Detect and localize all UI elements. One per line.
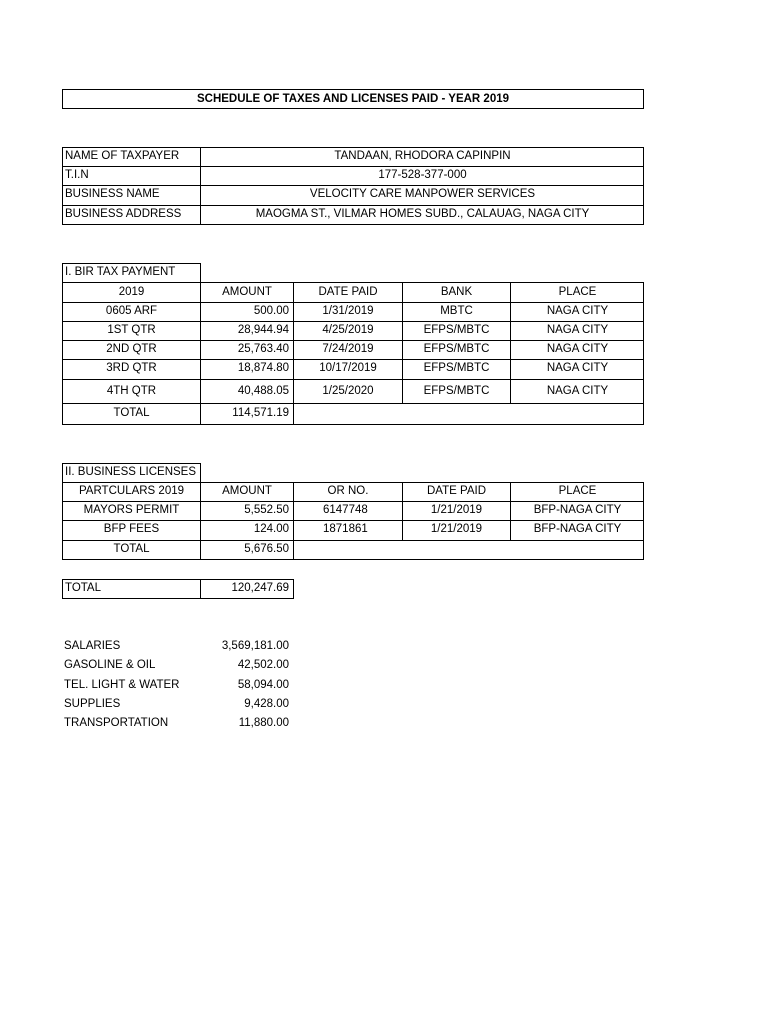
row-line [62,501,644,502]
taxpayer-name-value: TANDAAN, RHODORA CAPINPIN [334,150,511,162]
expense-value: 9,428.00 [244,698,289,710]
bir-row-bank: MBTC [440,305,473,317]
business-address-value: MAOGMA ST., VILMAR HOMES SUBD., CALAUAG, NAGA CITY [255,208,590,220]
bir-header-bank: BANK [440,286,473,298]
bir-header-amount: AMOUNT [222,286,272,298]
expense-value: 42,502.00 [237,659,289,671]
bir-row-date: 7/24/2019 [322,343,374,355]
bir-row-date: 4/25/2019 [322,324,374,336]
row-line [62,166,644,167]
bir-row-date: 1/31/2019 [322,305,374,317]
business-name-value: VELOCITY CARE MANPOWER SERVICES [309,188,536,200]
bir-row-amount: 500.00 [253,305,289,317]
business-address-label: BUSINESS ADDRESS [65,208,182,220]
row-line [62,302,644,303]
expense-label: TRANSPORTATION [64,717,169,729]
grand-total-value: 120,247.69 [231,582,289,594]
bir-row-amount: 28,944.94 [237,324,289,336]
bir-row-place: NAGA CITY [546,324,609,336]
expense-value: 11,880.00 [238,717,289,729]
licenses-row-date: 1/21/2019 [430,523,483,535]
bir-row-amount: 40,488.05 [237,385,289,397]
bir-row-bank: EFPS/MBTC [423,362,490,374]
row-line [62,379,644,380]
tin-value: 177-528-377-000 [378,169,467,181]
bir-row-amount: 18,874.80 [237,362,289,374]
row-line [62,205,644,206]
row-line [62,540,644,541]
bir-row-amount: 25,763.40 [237,343,289,355]
title-box [62,89,644,109]
bir-row-particular: 3RD QTR [106,362,157,374]
bir-row-particular: 2ND QTR [106,343,157,355]
expense-label: GASOLINE & OIL [64,659,156,671]
licenses-total-label: TOTAL [113,543,150,555]
grand-total-label: TOTAL [65,582,101,594]
bir-section-label: I. BIR TAX PAYMENT [65,266,176,278]
bir-row-particular: 4TH QTR [106,385,157,397]
bir-row-bank: EFPS/MBTC [423,324,490,336]
bir-row-place: NAGA CITY [546,362,609,374]
licenses-header-date-paid: DATE PAID [427,485,486,497]
tin-label: T.I.N [65,169,89,181]
licenses-row-place: BFP-NAGA CITY [533,523,622,535]
expense-value: 3,569,181.00 [221,640,289,652]
bir-row-place: NAGA CITY [546,305,609,317]
bir-total-label: TOTAL [113,407,150,419]
bir-row-place: NAGA CITY [546,385,609,397]
bir-header-place: PLACE [558,286,597,298]
taxpayer-name-label: NAME OF TAXPAYER [65,150,180,162]
licenses-row-particular: MAYORS PERMIT [83,504,180,516]
licenses-row-amount: 5,552.50 [244,504,289,516]
licenses-section-label: II. BUSINESS LICENSES [65,466,197,478]
row-line [62,321,644,322]
licenses-total-value: 5,676.50 [244,543,289,555]
bir-row-particular: 0605 ARF [105,305,158,317]
expense-value: 58,094.00 [237,679,289,691]
bir-row-particular: 1ST QTR [107,324,156,336]
bir-row-date: 10/17/2019 [319,362,377,374]
licenses-row-or-no: 1871861 [323,523,368,535]
row-line [62,359,644,360]
licenses-row-date: 1/21/2019 [430,504,483,516]
licenses-row-amount: 124.00 [253,523,289,535]
expense-label: SALARIES [64,640,121,652]
row-line [62,340,644,341]
bir-row-bank: EFPS/MBTC [423,385,490,397]
licenses-row-or-no: 6147748 [323,504,368,516]
bir-header-date-paid: DATE PAID [318,286,378,298]
licenses-header-or-no: OR NO. [327,485,369,497]
row-line [62,185,644,186]
licenses-row-place: BFP-NAGA CITY [533,504,622,516]
row-line [62,403,644,404]
bir-header-year: 2019 [118,286,145,298]
expense-label: TEL. LIGHT & WATER [64,679,180,691]
bir-row-bank: EFPS/MBTC [423,343,490,355]
licenses-row-particular: BFP FEES [103,523,160,535]
page-title: SCHEDULE OF TAXES AND LICENSES PAID - YEAR 2019 [196,93,510,105]
licenses-header-amount: AMOUNT [222,485,272,497]
bir-row-place: NAGA CITY [546,343,609,355]
licenses-header-place: PLACE [558,485,597,497]
licenses-header-particulars: PARTCULARS 2019 [78,485,185,497]
row-line [62,520,644,521]
bir-row-date: 1/25/2020 [322,385,374,397]
expense-label: SUPPLIES [64,698,121,710]
business-name-label: BUSINESS NAME [65,188,160,200]
bir-total-value: 114,571.19 [232,407,289,419]
